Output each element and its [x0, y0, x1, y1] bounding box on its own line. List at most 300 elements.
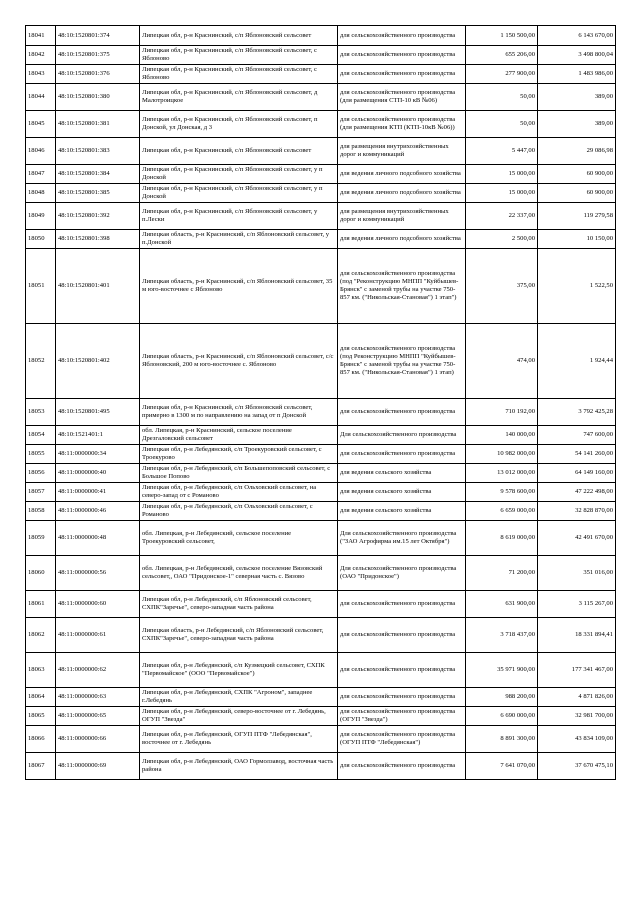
address-cell: [140, 184, 338, 203]
row-number: 18058: [28, 507, 45, 514]
table-row: [26, 203, 616, 230]
row-number-cell: [26, 165, 56, 184]
row-number: 18062: [28, 631, 45, 638]
area-value-cell: [466, 324, 538, 399]
area-value: 7 641 070,00: [500, 762, 535, 769]
permitted-use-cell: [338, 65, 466, 84]
cadastral-value: 119 279,58: [583, 212, 613, 219]
address: Липецкая обл, р-н Краснинский, с/п Яблоновский сельсовет: [142, 147, 312, 154]
permitted-use-cell: [338, 230, 466, 249]
permitted-use: для сельскохозяйственного производства: [340, 631, 456, 638]
address-cell: [140, 707, 338, 726]
cadastral-value-cell: [538, 726, 616, 753]
cadastral-value-cell: [538, 46, 616, 65]
permitted-use-cell: [338, 707, 466, 726]
cadastral-value-cell: [538, 165, 616, 184]
cadastral-value-cell: [538, 111, 616, 138]
area-value: 15 000,00: [508, 189, 535, 196]
permitted-use-cell: [338, 502, 466, 521]
address-cell: [140, 445, 338, 464]
row-number-cell: [26, 84, 56, 111]
cadastral-number: 48:10:1520801:384: [58, 170, 110, 177]
row-number: 18046: [28, 147, 45, 154]
area-value: 6 690 000,00: [500, 712, 535, 719]
address-cell: [140, 399, 338, 426]
area-value-cell: [466, 426, 538, 445]
row-number-cell: [26, 688, 56, 707]
cadastral-number: 48:11:0000000:34: [58, 450, 107, 457]
area-value-cell: [466, 84, 538, 111]
area-value: 710 192,00: [505, 408, 535, 415]
address-cell: [140, 464, 338, 483]
area-value-cell: [466, 203, 538, 230]
table-row: [26, 84, 616, 111]
area-value-cell: [466, 46, 538, 65]
row-number-cell: [26, 111, 56, 138]
permitted-use-cell: [338, 111, 466, 138]
cadastral-value: 37 670 475,10: [575, 762, 613, 769]
cadastral-value-cell: [538, 707, 616, 726]
cadastral-number-cell: [56, 653, 140, 688]
address: Липецкая обл, р-н Краснинский, с/п Яблоновский сельсовет, у п.Лески: [142, 208, 318, 223]
cadastral-value: 18 331 894,41: [575, 631, 613, 638]
address-cell: [140, 688, 338, 707]
area-value-cell: [466, 502, 538, 521]
permitted-use-cell: [338, 556, 466, 591]
permitted-use: для сельскохозяйственного производства: [340, 450, 456, 457]
address-cell: [140, 726, 338, 753]
row-number: 18049: [28, 212, 45, 219]
address-cell: [140, 324, 338, 399]
permitted-use-cell: [338, 26, 466, 46]
permitted-use: для сельскохозяйственного производства (для размещения КТП (КТП-10кВ №06)): [340, 116, 456, 131]
area-value: 1 150 500,00: [500, 31, 535, 39]
area-value-cell: [466, 483, 538, 502]
cadastral-number-cell: [56, 464, 140, 483]
cadastral-number: 48:11:0000000:40: [58, 469, 107, 476]
permitted-use: для ведения сельского хозяйства: [340, 469, 432, 476]
row-number: 18043: [28, 70, 45, 77]
address-cell: [140, 230, 338, 249]
row-number: 18059: [28, 534, 45, 541]
row-number-cell: [26, 324, 56, 399]
row-number: 18048: [28, 189, 45, 196]
area-value: 474,00: [516, 357, 535, 364]
area-value: 6 659 000,00: [500, 507, 535, 514]
cadastral-value-cell: [538, 653, 616, 688]
cadastral-number-cell: [56, 521, 140, 556]
permitted-use-cell: [338, 464, 466, 483]
cadastral-value-cell: [538, 26, 616, 46]
permitted-use: Для сельскохозяйственного производства: [340, 431, 457, 438]
cadastral-value: 1 522,50: [589, 282, 613, 289]
area-value: 277 900,00: [505, 70, 535, 77]
address-cell: [140, 426, 338, 445]
cadastral-number-cell: [56, 138, 140, 165]
cadastral-value: 60 900,00: [586, 189, 613, 196]
cadastral-value-cell: [538, 324, 616, 399]
permitted-use: для сельскохозяйственного производства (ОГУП ПТФ "Лебедянская"): [340, 731, 456, 746]
address: Липецкая обл, р-н Лебедянский, с/п Кузмецкий сельсовет, СХПК "Первомайское" (ООО "Первомайское"): [142, 662, 325, 677]
row-number-cell: [26, 753, 56, 780]
table-row: [26, 726, 616, 753]
table-row: [26, 46, 616, 65]
address: Липецкая область, р-н Краснинский, с/п Яблоновский сельсовет, 35 м юго-восточнее с Яблоново: [142, 278, 333, 293]
cadastral-value-cell: [538, 618, 616, 653]
permitted-use-cell: [338, 591, 466, 618]
cadastral-number: 48:10:1520801:383: [58, 147, 110, 154]
cadastral-value: 64 149 160,00: [575, 469, 613, 476]
cadastral-number: 48:11:0000000:60: [58, 600, 107, 607]
table-row: [26, 111, 616, 138]
cadastral-value-cell: [538, 426, 616, 445]
address-cell: [140, 753, 338, 780]
address-cell: [140, 84, 338, 111]
cadastral-number-cell: [56, 184, 140, 203]
area-value: 375,00: [516, 282, 535, 289]
row-number: 18067: [28, 762, 45, 769]
permitted-use-cell: [338, 84, 466, 111]
table-row: [26, 483, 616, 502]
row-number-cell: [26, 591, 56, 618]
cadastral-number-cell: [56, 591, 140, 618]
cadastral-number-cell: [56, 726, 140, 753]
cadastral-number: 48:10:1520801:392: [58, 212, 110, 219]
cadastral-number: 48:11:0000000:63: [58, 693, 107, 700]
table-row: [26, 618, 616, 653]
cadastral-value: 29 086,98: [586, 147, 613, 154]
cadastral-number: 48:10:1521401:1: [58, 431, 104, 438]
cadastral-number-cell: [56, 165, 140, 184]
address-cell: [140, 26, 338, 46]
address: Липецкая обл, р-н Краснинский, с/п Яблоновский сельсовет, п Донской, ул Донская, д 3: [142, 116, 318, 131]
row-number-cell: [26, 483, 56, 502]
cadastral-value-cell: [538, 445, 616, 464]
cadastral-number-cell: [56, 84, 140, 111]
address: Липецкая обл, р-н Лебедянский, с/п Большепоповский сельсовет, с Большое Попово: [142, 465, 331, 480]
row-number-cell: [26, 46, 56, 65]
cadastral-value-cell: [538, 84, 616, 111]
permitted-use: для сельскохозяйственного производства (под "Реконструкцию МНПП "Куйбышев-Брянск" с заменой трубы на участке 750-857 км. ("Никольская-Становая") 1 этап"): [340, 270, 459, 301]
area-value: 8 619 000,00: [500, 534, 535, 541]
cadastral-number-cell: [56, 26, 140, 46]
row-number-cell: [26, 26, 56, 46]
address-cell: [140, 138, 338, 165]
area-value: 655 206,00: [505, 51, 535, 58]
cadastral-number: 48:11:0000000:41: [58, 488, 107, 495]
area-value-cell: [466, 464, 538, 483]
permitted-use: для сельскохозяйственного производства (под Реконструкцию МНПП "Куйбышев-Брянск" с заменой трубы на участке 750-857 км. ("Никольская-Становая") 1 этап): [340, 345, 456, 376]
permitted-use-cell: [338, 324, 466, 399]
row-number: 18052: [28, 357, 45, 364]
area-value-cell: [466, 184, 538, 203]
area-value-cell: [466, 165, 538, 184]
area-value-cell: [466, 653, 538, 688]
cadastral-value: 47 222 498,00: [575, 488, 613, 495]
address: Липецкая область, р-н Краснинский, с/п Яблоновский сельсовет, у п.Донской: [142, 231, 330, 246]
cadastral-value: 351 016,00: [583, 569, 613, 576]
permitted-use: для сельскохозяйственного производства (ОГУП "Звезда"): [340, 708, 456, 723]
area-value: 71 200,00: [508, 569, 535, 576]
address-cell: [140, 203, 338, 230]
area-value-cell: [466, 111, 538, 138]
address-cell: [140, 502, 338, 521]
cadastral-value: 43 834 109,00: [575, 735, 613, 742]
cadastral-value: 177 341 467,00: [571, 666, 613, 673]
cadastral-value: 42 491 670,00: [575, 534, 613, 541]
cadastral-value-cell: [538, 230, 616, 249]
area-value: 5 447,00: [511, 147, 535, 154]
permitted-use: для сельскохозяйственного производства: [340, 600, 456, 607]
cadastral-value-cell: [538, 399, 616, 426]
cadastral-number-cell: [56, 399, 140, 426]
permitted-use-cell: [338, 653, 466, 688]
cadastral-number-cell: [56, 618, 140, 653]
permitted-use: для сельскохозяйственного производства: [340, 70, 456, 77]
permitted-use-cell: [338, 426, 466, 445]
cadastral-number: 48:10:1520801:374: [58, 31, 110, 39]
row-number-cell: [26, 618, 56, 653]
address: Липецкая обл, р-н Краснинский, с/п Яблоновский сельсовет, у п Донской: [142, 166, 323, 181]
permitted-use: Для сельскохозяйственного производства (ОАО "Придонское"): [340, 565, 457, 580]
area-value-cell: [466, 445, 538, 464]
cadastral-number: 48:10:1520801:380: [58, 93, 110, 100]
table-row: [26, 184, 616, 203]
address-cell: [140, 249, 338, 324]
row-number: 18042: [28, 51, 45, 58]
cadastral-number: 48:10:1520801:495: [58, 408, 110, 415]
cadastral-value: 389,00: [594, 93, 613, 100]
cadastral-number: 48:11:0000000:61: [58, 631, 107, 638]
address: Липецкая обл, р-н Краснинский, с/п Яблоновский сельсовет, д Малотроицкое: [142, 89, 318, 104]
permitted-use: для ведения сельского хозяйства: [340, 507, 432, 514]
address: Липецкая обл, р-н Лебедянский, с/п Ольховский сельсовет, с Романово: [142, 503, 313, 518]
area-value: 22 337,00: [508, 212, 535, 219]
permitted-use-cell: [338, 165, 466, 184]
address-cell: [140, 521, 338, 556]
row-number-cell: [26, 138, 56, 165]
cadastral-value-cell: [538, 753, 616, 780]
cadastral-number-cell: [56, 249, 140, 324]
permitted-use: для сельскохозяйственного производства: [340, 31, 456, 39]
address: Липецкая обл, р-н Лебедянский, ОАО Гормолзавод, восточная часть района: [142, 758, 334, 773]
area-value: 8 891 300,00: [500, 735, 535, 742]
permitted-use-cell: [338, 399, 466, 426]
area-value-cell: [466, 618, 538, 653]
cadastral-number: 48:11:0000000:56: [58, 569, 107, 576]
cadastral-number-cell: [56, 324, 140, 399]
cadastral-value-cell: [538, 138, 616, 165]
row-number: 18047: [28, 170, 45, 177]
permitted-use-cell: [338, 483, 466, 502]
table-row: [26, 399, 616, 426]
cadastral-number-cell: [56, 203, 140, 230]
permitted-use: для сельскохозяйственного производства: [340, 51, 456, 58]
address-cell: [140, 653, 338, 688]
address: обл. Липецкая, р-н Лебедянский, сельское поселение Вязовский сельсовет,, ОАО "Придонское-1" северная часть с. Вязово: [142, 565, 323, 580]
cadastral-value: 6 143 670,00: [578, 31, 613, 39]
address-cell: [140, 46, 338, 65]
cadastral-number-cell: [56, 707, 140, 726]
permitted-use-cell: [338, 688, 466, 707]
address: Липецкая обл, р-н Краснинский, с/п Яблоновский сельсовет, у п Донской: [142, 185, 323, 200]
row-number-cell: [26, 426, 56, 445]
address-cell: [140, 111, 338, 138]
permitted-use: для размещения внутрихозяйственных дорог и коммуникаций: [340, 143, 449, 158]
row-number: 18057: [28, 488, 45, 495]
area-value-cell: [466, 65, 538, 84]
cadastral-number: 48:11:0000000:69: [58, 762, 107, 769]
permitted-use: для ведения личного подсобного хозяйства: [340, 235, 461, 242]
area-value: 988 200,00: [505, 693, 535, 700]
table-row: [26, 502, 616, 521]
cadastral-value-cell: [538, 502, 616, 521]
cadastral-number: 48:11:0000000:48: [58, 534, 107, 541]
cadastral-number: 48:10:1520801:385: [58, 189, 110, 196]
area-value-cell: [466, 249, 538, 324]
table-row: [26, 688, 616, 707]
area-value: 10 982 000,00: [497, 450, 535, 457]
area-value-cell: [466, 556, 538, 591]
address-cell: [140, 556, 338, 591]
cadastral-value: 389,00: [594, 120, 613, 127]
row-number: 18051: [28, 282, 45, 289]
address: Липецкая обл, р-н Лебедянский, с/п Яблоновский сельсовет, СХПК"Заречье", северо-западная часть района: [142, 596, 312, 611]
table-row: [26, 591, 616, 618]
table-row: [26, 653, 616, 688]
address: Липецкая обл, р-н Краснинский, с/п Яблоновский сельсовет: [142, 31, 312, 39]
cadastral-value: 3 792 425,28: [578, 408, 613, 415]
row-number: 18065: [28, 712, 45, 719]
row-number-cell: [26, 502, 56, 521]
cadastral-number: 48:10:1520801:376: [58, 70, 110, 77]
cadastral-number: 48:11:0000000:46: [58, 507, 107, 514]
permitted-use: для сельскохозяйственного производства: [340, 666, 456, 673]
table-row: [26, 26, 616, 46]
cadastral-value-cell: [538, 65, 616, 84]
cadastral-number-cell: [56, 111, 140, 138]
row-number: 18061: [28, 600, 45, 607]
cadastral-number-cell: [56, 426, 140, 445]
cadastral-value: 747 600,00: [583, 431, 613, 438]
address-cell: [140, 165, 338, 184]
permitted-use-cell: [338, 521, 466, 556]
permitted-use-cell: [338, 753, 466, 780]
permitted-use: для сельскохозяйственного производства: [340, 408, 456, 415]
area-value-cell: [466, 26, 538, 46]
cadastral-number-cell: [56, 556, 140, 591]
row-number-cell: [26, 399, 56, 426]
address-cell: [140, 618, 338, 653]
cadastral-value-cell: [538, 249, 616, 324]
area-value: 50,00: [520, 120, 535, 127]
row-number-cell: [26, 230, 56, 249]
permitted-use-cell: [338, 726, 466, 753]
address: Липецкая обл, р-н Краснинский, с/п Яблоновский сельсовет, с Яблоново: [142, 47, 317, 62]
row-number-cell: [26, 445, 56, 464]
row-number: 18064: [28, 693, 45, 700]
cadastral-value-cell: [538, 688, 616, 707]
area-value: 13 012 000,00: [497, 469, 535, 476]
cadastral-value-cell: [538, 556, 616, 591]
table-row: [26, 324, 616, 399]
area-value: 35 971 900,00: [497, 666, 535, 673]
row-number: 18045: [28, 120, 45, 127]
address: Липецкая область, р-н Краснинский, с/п Яблоновский сельсовет, с/с Яблоновский, 200 м юго-восточнее с. Яблоново: [142, 353, 334, 368]
table-row: [26, 138, 616, 165]
row-number: 18054: [28, 431, 45, 438]
permitted-use-cell: [338, 184, 466, 203]
cadastral-number: 48:11:0000000:66: [58, 735, 107, 742]
cadastral-number-cell: [56, 65, 140, 84]
table-row: [26, 464, 616, 483]
address: обл. Липецкая, р-н Лебедянский, сельское поселение Троекуровский сельсовет,: [142, 530, 292, 545]
address: Липецкая обл, р-н Краснинский, с/п Яблоновский сельсовет, примерно в 1300 м по направлению на запад от п Донской: [142, 404, 313, 419]
table-row: [26, 753, 616, 780]
address: обл. Липецкая, р-н Краснинский, сельское поселение Дрезгаловский сельсовет: [142, 427, 292, 442]
address: Липецкая обл, р-н Лебедянский, СХПК "Агроном", западнее г.Лебедянь: [142, 689, 313, 704]
row-number-cell: [26, 184, 56, 203]
cadastral-number: 48:10:1520801:398: [58, 235, 110, 242]
cadastral-value: 1 483 986,00: [578, 70, 613, 77]
area-value-cell: [466, 521, 538, 556]
permitted-use-cell: [338, 249, 466, 324]
cadastral-value: 1 924,44: [589, 357, 613, 364]
permitted-use-cell: [338, 138, 466, 165]
cadastral-value: 10 150,00: [586, 235, 613, 242]
row-number-cell: [26, 726, 56, 753]
row-number: 18056: [28, 469, 45, 476]
area-value: 140 000,00: [505, 431, 535, 438]
area-value-cell: [466, 399, 538, 426]
row-number-cell: [26, 707, 56, 726]
row-number-cell: [26, 464, 56, 483]
permitted-use: для сельскохозяйственного производства: [340, 762, 456, 769]
cadastral-value-cell: [538, 483, 616, 502]
table-row: [26, 65, 616, 84]
cadastral-number-cell: [56, 230, 140, 249]
permitted-use: для ведения личного подсобного хозяйства: [340, 170, 461, 177]
cadastral-number: 48:10:1520801:381: [58, 120, 110, 127]
permitted-use-cell: [338, 203, 466, 230]
cadastral-number-cell: [56, 502, 140, 521]
permitted-use: для сельскохозяйственного производства: [340, 693, 456, 700]
row-number: 18060: [28, 569, 45, 576]
area-value-cell: [466, 591, 538, 618]
table-row: [26, 165, 616, 184]
cadastral-number: 48:10:1520801:375: [58, 51, 110, 58]
permitted-use-cell: [338, 46, 466, 65]
cadastral-number: 48:11:0000000:62: [58, 666, 107, 673]
table-row: [26, 521, 616, 556]
area-value-cell: [466, 230, 538, 249]
address: Липецкая обл, р-н Лебедянский, с/п Ольховский сельсовет, на северо-запад от с Романово: [142, 484, 317, 499]
area-value-cell: [466, 726, 538, 753]
cadastral-value-cell: [538, 521, 616, 556]
cadastral-value-cell: [538, 184, 616, 203]
cadastral-value-cell: [538, 464, 616, 483]
permitted-use: Для сельскохозяйственного производства ("ЗАО Агрофирма им.15 лет Октября"): [340, 530, 457, 545]
cadastral-number-cell: [56, 445, 140, 464]
permitted-use-cell: [338, 618, 466, 653]
area-value-cell: [466, 138, 538, 165]
cadastral-table: [25, 25, 616, 780]
permitted-use: для размещения внутрихозяйственных дорог и коммуникаций: [340, 208, 449, 223]
permitted-use-cell: [338, 445, 466, 464]
address: Липецкая область, р-н Лебедянский, с/п Яблоновский сельсовет, СХПК"Заречье", северо-западная часть района: [142, 627, 324, 642]
area-value: 2 500,00: [511, 235, 535, 242]
row-number: 18063: [28, 666, 45, 673]
